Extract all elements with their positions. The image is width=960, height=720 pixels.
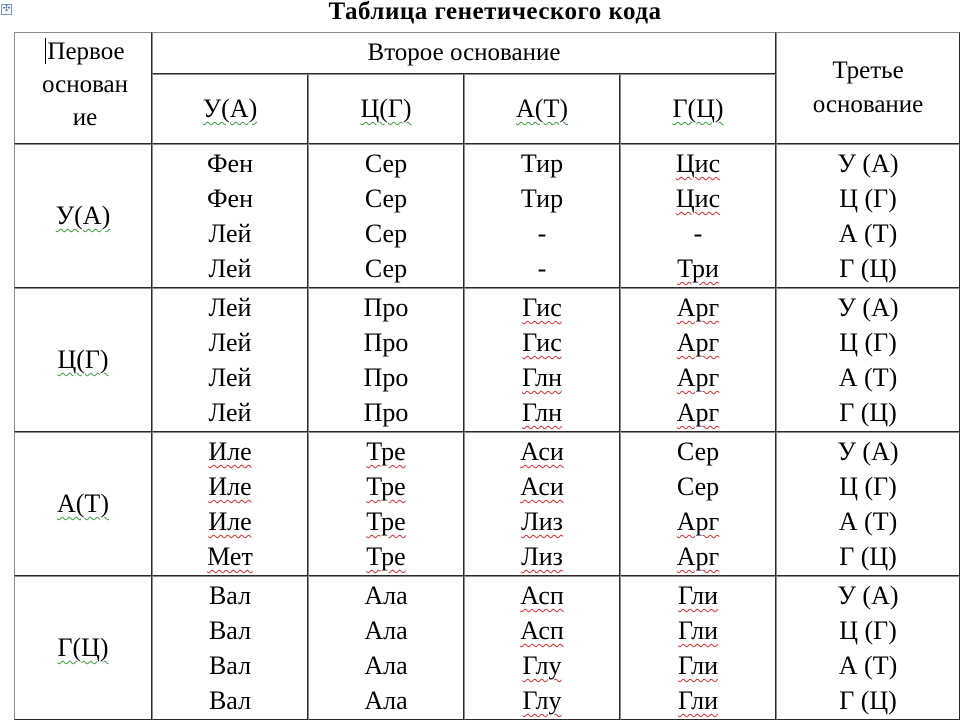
amino-acid-item: Лиз bbox=[521, 542, 563, 571]
amino-acid-item: Три bbox=[677, 254, 719, 283]
amino-acid-cell[interactable] bbox=[152, 144, 308, 288]
amino-acid-item: Про bbox=[363, 363, 409, 392]
amino-acid-item: Тир bbox=[520, 184, 564, 213]
amino-acid-item: Иле bbox=[208, 472, 252, 501]
third-base-item: Ц (Г) bbox=[839, 472, 897, 501]
third-base-item: У (А) bbox=[837, 149, 899, 178]
third-base-item: А (Т) bbox=[838, 651, 898, 680]
amino-acid-item: Лей bbox=[208, 254, 252, 283]
amino-acid-cell[interactable] bbox=[308, 576, 464, 720]
amino-acid-item: Сер bbox=[364, 254, 408, 283]
first-base-header[interactable]: Первое основан ие bbox=[14, 32, 152, 144]
third-base-item: У (А) bbox=[837, 581, 899, 610]
amino-acid-item: Тир bbox=[520, 149, 564, 178]
amino-acid-item: - bbox=[693, 219, 703, 248]
amino-acid-item: Мет bbox=[207, 542, 253, 571]
amino-acid-item: Лей bbox=[208, 219, 252, 248]
codon-group-row bbox=[14, 432, 960, 576]
amino-acid-item: Фен bbox=[207, 184, 253, 213]
amino-acid-cell[interactable] bbox=[152, 288, 308, 432]
amino-acid-item: Лиз bbox=[521, 507, 563, 536]
amino-acid-item: Сер bbox=[364, 219, 408, 248]
amino-acid-cell[interactable] bbox=[620, 576, 776, 720]
amino-acid-item: Глн bbox=[522, 363, 562, 392]
amino-acid-item: Глу bbox=[522, 651, 562, 680]
amino-acid-item: Иле bbox=[208, 437, 252, 466]
amino-acid-item: Гли bbox=[678, 581, 718, 610]
amino-acid-item: Лей bbox=[208, 363, 252, 392]
amino-acid-cell[interactable] bbox=[464, 288, 620, 432]
amino-acid-cell[interactable] bbox=[464, 576, 620, 720]
amino-acid-cell[interactable] bbox=[152, 432, 308, 576]
amino-acid-item: Арг bbox=[676, 328, 720, 357]
third-base-item: У (А) bbox=[837, 437, 899, 466]
third-base-cell[interactable] bbox=[776, 576, 960, 720]
amino-acid-cell[interactable] bbox=[152, 576, 308, 720]
third-base-header[interactable]: Третье основание bbox=[776, 32, 960, 144]
amino-acid-item: Глу bbox=[522, 686, 562, 715]
amino-acid-item: Аси bbox=[520, 472, 564, 501]
table-header-row bbox=[14, 32, 960, 74]
amino-acid-item: Арг bbox=[676, 507, 720, 536]
amino-acid-item: Тре bbox=[366, 472, 406, 501]
genetic-code-table bbox=[14, 32, 960, 720]
amino-acid-item: Вал bbox=[208, 616, 252, 645]
amino-acid-item: Ала bbox=[364, 686, 408, 715]
amino-acid-item: Лей bbox=[208, 293, 252, 322]
amino-acid-item: Цис bbox=[675, 184, 721, 213]
first-base-cell[interactable]: Г(Ц) bbox=[14, 576, 152, 720]
amino-acid-item: Иле bbox=[208, 507, 252, 536]
amino-acid-item: Арг bbox=[676, 542, 720, 571]
table-move-handle-icon[interactable]: ✣ bbox=[2, 4, 11, 14]
third-base-item: Г (Ц) bbox=[839, 398, 897, 427]
third-base-item: Ц (Г) bbox=[839, 616, 897, 645]
amino-acid-item: Цис bbox=[675, 149, 721, 178]
first-base-cell[interactable]: А(Т) bbox=[14, 432, 152, 576]
amino-acid-item: Гли bbox=[678, 616, 718, 645]
amino-acid-item: Арг bbox=[676, 293, 720, 322]
codon-group-row bbox=[14, 288, 960, 432]
amino-acid-item: Ала bbox=[364, 651, 408, 680]
amino-acid-item: Арг bbox=[676, 398, 720, 427]
amino-acid-item: Гис bbox=[522, 293, 562, 322]
third-base-item: А (Т) bbox=[838, 219, 898, 248]
third-base-item: Г (Ц) bbox=[839, 686, 897, 715]
second-base-col-header[interactable]: А(Т) bbox=[464, 74, 620, 144]
amino-acid-cell[interactable] bbox=[308, 288, 464, 432]
amino-acid-item: Сер bbox=[364, 149, 408, 178]
amino-acid-item: Сер bbox=[676, 437, 720, 466]
amino-acid-item: Тре bbox=[366, 437, 406, 466]
second-base-header[interactable]: Второе основание bbox=[152, 32, 776, 74]
amino-acid-item: - bbox=[537, 254, 547, 283]
amino-acid-item: Гис bbox=[522, 328, 562, 357]
third-base-item: Ц (Г) bbox=[839, 328, 897, 357]
amino-acid-item: Ала bbox=[364, 616, 408, 645]
amino-acid-item: Фен bbox=[207, 149, 253, 178]
amino-acid-item: Аси bbox=[520, 437, 564, 466]
amino-acid-cell[interactable] bbox=[308, 144, 464, 288]
amino-acid-item: Про bbox=[363, 293, 409, 322]
codon-group-row bbox=[14, 144, 960, 288]
first-base-cell[interactable]: У(А) bbox=[14, 144, 152, 288]
third-base-cell[interactable] bbox=[776, 288, 960, 432]
page-title: Таблица генетического кода bbox=[328, 0, 662, 25]
amino-acid-item: Лей bbox=[208, 328, 252, 357]
third-base-item: Г (Ц) bbox=[839, 254, 897, 283]
third-base-cell[interactable] bbox=[776, 432, 960, 576]
third-base-item: А (Т) bbox=[838, 363, 898, 392]
amino-acid-cell[interactable] bbox=[620, 432, 776, 576]
amino-acid-item: Сер bbox=[676, 472, 720, 501]
amino-acid-item: Асп bbox=[520, 581, 564, 610]
amino-acid-item: Про bbox=[363, 328, 409, 357]
amino-acid-item: Глн bbox=[522, 398, 562, 427]
amino-acid-item: Тре bbox=[366, 507, 406, 536]
amino-acid-item: Лей bbox=[208, 398, 252, 427]
third-base-cell[interactable] bbox=[776, 144, 960, 288]
amino-acid-item: Тре bbox=[366, 542, 406, 571]
second-base-col-header[interactable]: У(А) bbox=[152, 74, 308, 144]
third-base-item: У (А) bbox=[837, 293, 899, 322]
amino-acid-cell[interactable] bbox=[620, 288, 776, 432]
amino-acid-item: Про bbox=[363, 398, 409, 427]
third-base-item: А (Т) bbox=[838, 507, 898, 536]
codon-group-row bbox=[14, 576, 960, 720]
amino-acid-item: Ала bbox=[364, 581, 408, 610]
amino-acid-item: Сер bbox=[364, 184, 408, 213]
amino-acid-cell[interactable] bbox=[464, 144, 620, 288]
amino-acid-item: Асп bbox=[520, 616, 564, 645]
amino-acid-cell[interactable] bbox=[620, 144, 776, 288]
second-base-col-header[interactable]: Ц(Г) bbox=[308, 74, 464, 144]
amino-acid-item: Вал bbox=[208, 686, 252, 715]
second-base-col-header[interactable]: Г(Ц) bbox=[620, 74, 776, 144]
first-base-cell[interactable]: Ц(Г) bbox=[14, 288, 152, 432]
amino-acid-item: Вал bbox=[208, 581, 252, 610]
third-base-item: Ц (Г) bbox=[839, 184, 897, 213]
amino-acid-item: Вал bbox=[208, 651, 252, 680]
amino-acid-item: - bbox=[537, 219, 547, 248]
amino-acid-item: Гли bbox=[678, 686, 718, 715]
amino-acid-cell[interactable] bbox=[464, 432, 620, 576]
amino-acid-item: Арг bbox=[676, 363, 720, 392]
amino-acid-item: Гли bbox=[678, 651, 718, 680]
amino-acid-cell[interactable] bbox=[308, 432, 464, 576]
third-base-item: Г (Ц) bbox=[839, 542, 897, 571]
